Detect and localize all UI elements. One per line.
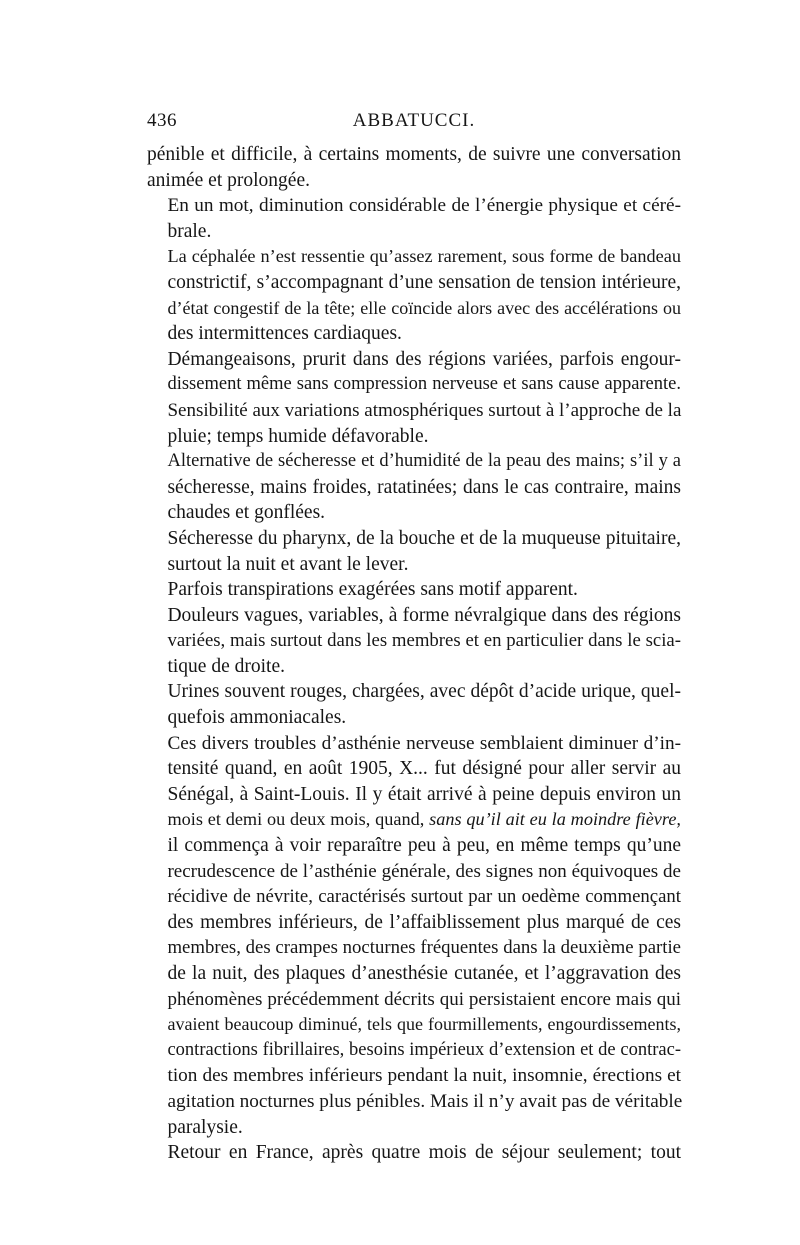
text-line	[147, 833, 681, 859]
text-line	[147, 987, 681, 1013]
text-line-content: il commença à voir reparaître peu à peu, en même temps qu’une	[167, 835, 681, 857]
text-line	[147, 628, 681, 654]
text-line	[147, 679, 681, 705]
paragraph	[147, 244, 681, 346]
text-line	[147, 603, 681, 629]
text-line-content: pénible et difficile, à certains moments, de suivre une conversation	[147, 144, 681, 165]
text-line	[147, 449, 681, 475]
text-line	[147, 1115, 681, 1141]
paragraph	[147, 193, 681, 244]
text-line-content: sécheresse, mains froides, ratatinées; dans le cas contraire, mains	[167, 476, 681, 498]
text-line	[147, 1140, 681, 1166]
text-line-content: variées, mais surtout dans les membres et en particulier dans le scia-	[167, 630, 681, 652]
text-line-content: Démangeaisons, prurit dans des régions variées, parfois engour-	[167, 348, 681, 370]
text-line	[147, 168, 681, 194]
text-line-content: Parfois transpirations exagérées sans motif apparent.	[167, 579, 578, 601]
text-line-content: Alternative de sécheresse et d’humidité de la peau des mains; s’il y a	[167, 451, 681, 472]
text-line-content: Douleurs vagues, variables, à forme névralgique dans des régions	[167, 604, 681, 626]
text-line	[147, 1038, 681, 1064]
text-line-content: de la nuit, des plaques d’anesthésie cutanée, et l’aggravation des	[167, 963, 681, 984]
text-line-content: Sensibilité aux variations atmosphériques surtout à l’approche de la	[167, 399, 682, 421]
paragraph	[147, 347, 681, 449]
text-line	[147, 731, 681, 757]
text-line	[147, 961, 681, 987]
text-line-content: membres, des crampes nocturnes fréquentes dans la deuxième partie	[167, 937, 681, 959]
text-line	[147, 219, 681, 245]
text-line-content: dissement même sans compression nerveuse et sans cause apparente.	[167, 374, 681, 395]
text-line	[147, 244, 681, 270]
text-line	[147, 859, 681, 885]
paragraph	[147, 731, 681, 1141]
text-line	[147, 910, 681, 936]
text-line	[147, 654, 681, 680]
text-line-content: tensité quand, en août 1905, X... fut désigné pour aller servir au	[167, 758, 681, 780]
text-line-content: Retour en France, après quatre mois de séjour seulement; tout	[167, 1142, 681, 1164]
text-line	[147, 705, 681, 731]
text-line	[147, 1089, 681, 1115]
text-line	[147, 500, 681, 526]
text-line	[147, 526, 681, 552]
text-line	[147, 552, 681, 578]
italic-phrase: sans qu’il ait eu la moindre fièvre,	[429, 809, 681, 830]
text-line-content: Sécheresse du pharynx, de la bouche et de la muqueuse pituitaire,	[167, 527, 681, 549]
paragraph	[147, 449, 681, 526]
text-line-content: pluie; temps humide défavorable.	[167, 425, 429, 447]
text-line-content: agitation nocturnes plus pénibles. Mais il n’y avait pas de véritable	[167, 1090, 683, 1112]
text-line	[147, 398, 681, 424]
text-line-content: des intermittences cardiaques.	[167, 323, 402, 345]
text-line	[147, 321, 681, 347]
text-line	[147, 1012, 681, 1038]
text-line-content: Urines souvent rouges, chargées, avec dépôt d’acide urique, quel-	[167, 681, 681, 703]
text-line	[147, 296, 681, 322]
text-line-content: chaudes et gonflées.	[167, 502, 326, 524]
text-line	[147, 756, 681, 782]
text-line-content: phénomènes précédemment décrits qui persistaient encore mais qui	[167, 988, 681, 1010]
text-line-content: surtout la nuit et avant le lever.	[167, 553, 409, 575]
text-line	[147, 577, 681, 603]
text-line	[147, 475, 681, 501]
text-line	[147, 347, 681, 373]
paragraph	[147, 526, 681, 577]
running-title: ABBATUCCI.	[352, 110, 476, 131]
text-line	[147, 807, 681, 833]
text-line	[147, 1063, 681, 1089]
running-head	[147, 110, 681, 142]
page-number: 436	[147, 110, 177, 131]
text-line	[147, 142, 681, 168]
text-line	[147, 372, 681, 398]
paragraph	[147, 142, 681, 193]
text-line	[147, 935, 681, 961]
text-line	[147, 270, 681, 296]
text-line-content: paralysie.	[167, 1116, 243, 1138]
text-line-content: avaient beaucoup diminué, tels que fourmillements, engourdissements,	[167, 1014, 681, 1035]
text-line-content: animée et prolongée.	[147, 169, 310, 191]
text-line-content: d’état congestif de la tête; elle coïncide alors avec des accélérations ou	[167, 297, 681, 318]
text-line-content: En un mot, diminution considérable de l’énergie physique et céré-	[167, 195, 681, 217]
paragraph	[147, 603, 681, 680]
text-line-content: Sénégal, à Saint-Louis. Il y était arrivé à peine depuis environ un	[167, 783, 681, 805]
text-line-content: tion des membres inférieurs pendant la nuit, insomnie, érections et	[167, 1065, 681, 1087]
text-line	[147, 884, 681, 910]
text-line-content: quefois ammoniacales.	[167, 707, 347, 729]
body-text	[147, 142, 681, 1166]
text-line-content: mois et demi ou deux mois, quand,	[167, 809, 425, 830]
text-line	[147, 193, 681, 219]
text-line-content: des membres inférieurs, de l’affaiblissement plus marqué de ces	[167, 911, 681, 933]
text-line	[147, 424, 681, 450]
text-line-content: contractions fibrillaires, besoins impérieux d’extension et de contrac-	[167, 1039, 681, 1060]
book-page	[147, 110, 681, 1166]
text-line-content: brale.	[167, 220, 212, 242]
paragraph	[147, 577, 681, 603]
text-line-content: tique de droite.	[167, 655, 285, 677]
text-line-content: constrictif, s’accompagnant d’une sensation de tension intérieure,	[167, 271, 681, 293]
paragraph	[147, 679, 681, 730]
text-line-content: recrudescence de l’asthénie générale, des signes non équivoques de	[167, 860, 681, 882]
text-line-content: La céphalée n’est ressentie qu’assez rarement, sous forme de bandeau	[167, 246, 681, 267]
text-line-content: récidive de névrite, caractérisés surtout par un oedème commençant	[167, 886, 681, 908]
text-line-content: Ces divers troubles d’asthénie nerveuse semblaient diminuer d’in-	[167, 732, 681, 754]
paragraph	[147, 1140, 681, 1166]
text-line	[147, 782, 681, 808]
